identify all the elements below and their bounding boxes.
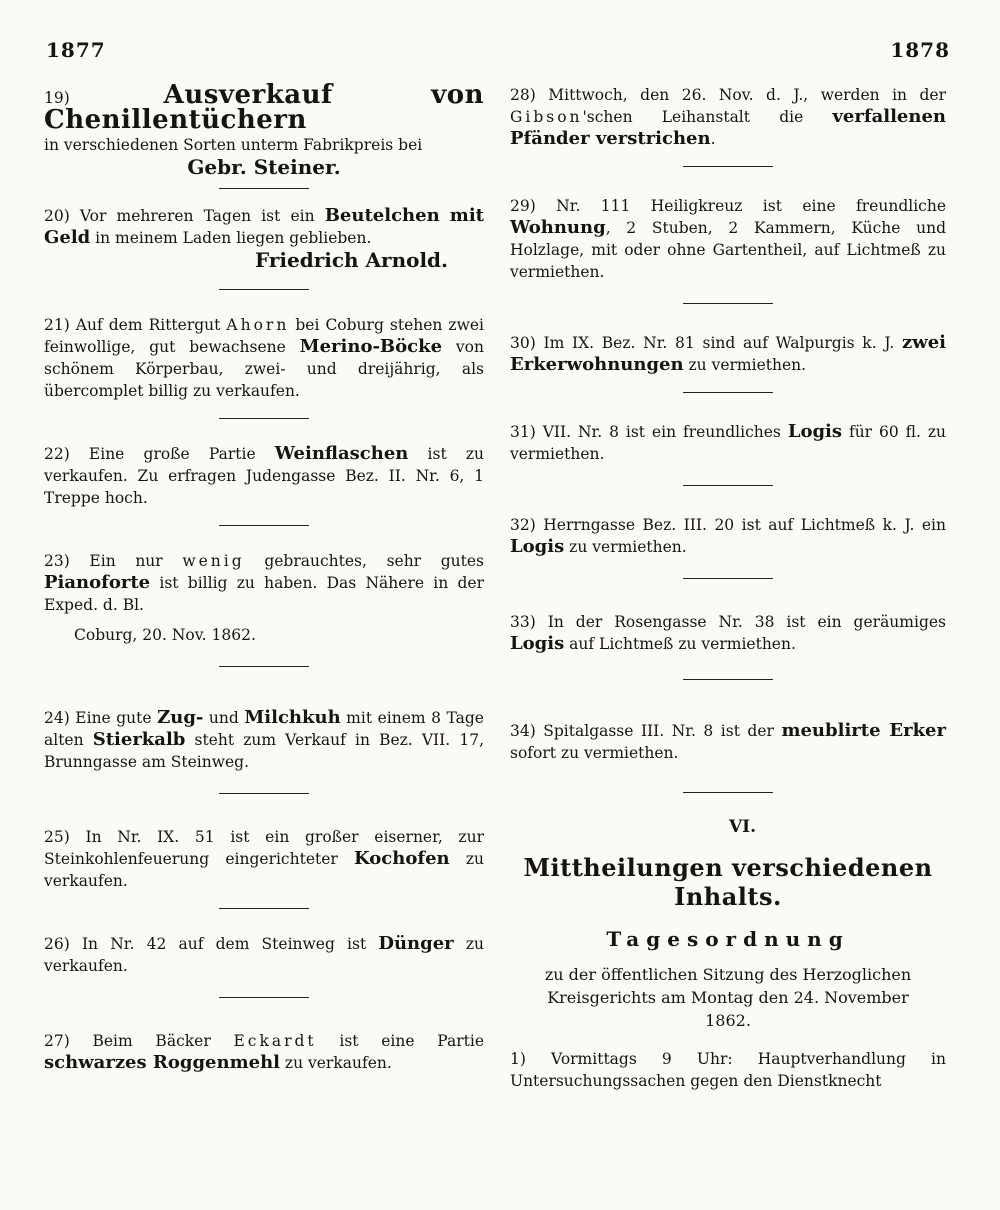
ad-keyword: Wohnung [510, 217, 606, 238]
ad-text: 26) In Nr. 42 auf dem Steinweg ist [44, 935, 379, 953]
ad-text: auf Lichtmeß zu vermiethen. [564, 635, 796, 653]
section-heading: Mittheilungen verschiedenen Inhalts. [523, 853, 933, 911]
ad-19 [44, 80, 484, 180]
ad-text: 33) In der Rosengasse Nr. 38 ist ein geräumiges [510, 613, 946, 631]
ad-text: 28) Mittwoch, den 26. Nov. d. J., werden in der [510, 86, 946, 104]
ad-31 [510, 421, 946, 465]
ad-text: von schönem Körperbau, zwei- und dreijährig, als übercomplet billig zu verkaufen. [44, 338, 484, 400]
agenda-item-1: 1) Vormittags 9 Uhr: Hauptverhandlung in Untersuchungssachen gegen den Dienstknecht [510, 1050, 946, 1090]
ad-text: 20) Vor mehreren Tagen ist ein [44, 207, 325, 225]
ad-keyword: mit Geld [44, 205, 484, 248]
ad-text [440, 207, 450, 225]
page-number-left: 1877 [46, 38, 106, 62]
ad-28 [510, 84, 946, 150]
ad-date: Coburg, 20. Nov. 1862. [74, 626, 256, 644]
ad-text: für 60 fl. zu vermiethen. [510, 423, 946, 463]
ad-keyword: Logis [510, 536, 565, 557]
ad-keyword: meublirte Erker [781, 720, 946, 741]
agenda-heading: Tagesordnung [606, 927, 850, 951]
ad-spaced-name: Ahorn [226, 316, 290, 334]
ad-text: gebrauchtes, sehr gutes [244, 552, 484, 570]
ad-keyword: Kochofen [354, 848, 450, 869]
ad-text: 27) Beim Bäcker [44, 1032, 234, 1050]
ad-keyword: Zug- [157, 707, 204, 728]
ad-keyword: Logis [787, 421, 843, 442]
section-number: VI. [728, 817, 756, 837]
ad-keyword: Beutelchen [324, 205, 440, 226]
ad-text: 'schen Leihanstalt die [582, 108, 833, 126]
agenda-year: 1862. [705, 1011, 751, 1030]
ad-text: und [203, 709, 245, 727]
ad-text: ist billig zu haben. Das Nähere in der Exped. d. Bl. [44, 574, 484, 614]
agenda-line: Kreisgerichts am Montag den 24. November [547, 988, 909, 1007]
agenda-subtitle [510, 963, 946, 1032]
ad-32 [510, 514, 946, 558]
ad-text: zu verkaufen. [44, 850, 484, 890]
page-number-right: 1878 [890, 38, 950, 62]
ad-text: . [710, 130, 716, 148]
ad-keyword: Weinflaschen [274, 443, 409, 464]
ad-text: 21) Auf dem Rittergut [44, 316, 227, 334]
ad-text: 24) Eine gute [44, 709, 158, 727]
ad-text: 30) Im IX. Bez. Nr. 81 sind auf Walpurgis k. J. [510, 334, 902, 352]
ad-text: zu vermiethen. [683, 356, 807, 374]
right-column [510, 84, 946, 1092]
ad-spaced-word: wenig [182, 552, 245, 570]
ad-text: 25) In Nr. IX. 51 ist ein großer eiserner, zur Steinkohlenfeuerung eingerichteter [44, 828, 484, 868]
left-column [44, 80, 484, 1074]
ad-title: Ausverkauf von Chenillentüchern [44, 80, 484, 135]
ad-text: bei Coburg stehen zwei feinwollige, gut bewachsene [44, 316, 484, 356]
ad-text: mit einem 8 Tage alten [44, 709, 484, 749]
ad-text: 34) Spitalgasse III. Nr. 8 ist der [510, 722, 782, 740]
ad-keyword: schwarzes Roggenmehl [44, 1052, 280, 1073]
ad-keyword: Pianoforte [44, 572, 151, 593]
ad-text: 22) Eine große Partie [44, 445, 275, 463]
ad-signature: Friedrich Arnold. [255, 248, 448, 272]
ad-21 [44, 314, 484, 402]
ad-keyword: Milchkuh [244, 707, 341, 728]
ad-text: 32) Herrngasse Bez. III. 20 ist auf Lichtmeß k. J. ein [510, 516, 946, 534]
ad-23 [44, 550, 484, 646]
ad-34 [510, 720, 946, 764]
ad-text: zu verkaufen. [44, 935, 484, 975]
ad-keyword: zwei Erkerwohnungen [510, 332, 946, 375]
ad-number: 19) [44, 89, 70, 107]
ad-text: zu vermiethen. [564, 538, 687, 556]
ad-text: ist zu verkaufen. Zu erfragen Judengasse Bez. II. Nr. 6, 1 Treppe hoch. [44, 445, 484, 507]
ad-keyword: Logis [510, 633, 565, 654]
ad-text: , 2 Stuben, 2 Kammern, Küche und Holzlage, mit oder ohne Gartentheil, auf Lichtmeß zu vermiethen. [510, 219, 946, 281]
ad-keyword: verfallenen Pfänder verstrichen [510, 106, 946, 149]
ad-text: 31) VII. Nr. 8 ist ein freundliches [510, 423, 788, 441]
ad-26 [44, 933, 484, 977]
ad-spaced-name: Eckardt [233, 1032, 317, 1050]
ad-25 [44, 826, 484, 892]
ad-text: zu verkaufen. [280, 1054, 392, 1072]
ad-text: sofort zu vermiethen. [510, 744, 679, 762]
ad-text: in verschiedenen Sorten unterm Fabrikpreis bei [44, 136, 423, 154]
agenda-line: zu der öffentlichen Sitzung des Herzoglichen [544, 965, 912, 984]
ad-29 [510, 195, 946, 283]
ad-20 [44, 205, 484, 273]
ad-27 [44, 1030, 484, 1074]
ad-22 [44, 443, 484, 509]
ad-text: 23) Ein nur [44, 552, 183, 570]
ad-24 [44, 707, 484, 773]
ad-spaced-name: Gibson [510, 108, 583, 126]
ad-text: 29) Nr. 111 Heiligkreuz ist eine freundliche [510, 197, 946, 215]
ad-text: steht zum Verkauf in Bez. VII. 17, Brunngasse am Steinweg. [44, 731, 484, 771]
ad-signature: Gebr. Steiner. [187, 155, 341, 179]
ad-text: ist eine Partie [316, 1032, 484, 1050]
ad-keyword: Dünger [378, 933, 454, 954]
ad-text: in meinem Laden liegen geblieben. [90, 229, 372, 247]
ad-33 [510, 611, 946, 655]
ad-keyword: Merino-Böcke [299, 336, 443, 357]
ad-30 [510, 332, 946, 376]
ad-keyword: Stierkalb [92, 729, 186, 750]
